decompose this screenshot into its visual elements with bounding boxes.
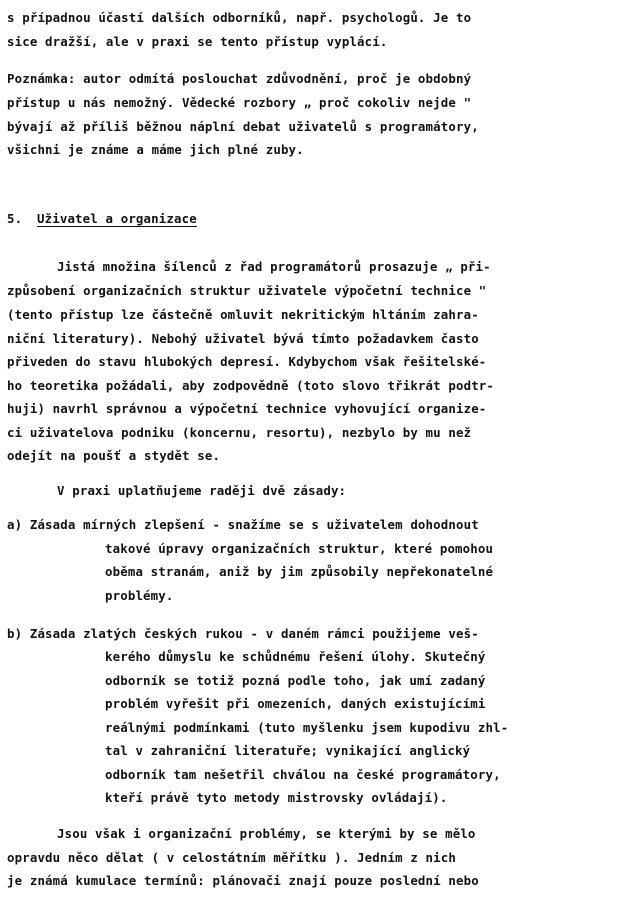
- section-heading: Uživatel a organizace: [37, 211, 197, 226]
- list-item-a: a) Zásada mírných zlepšení - snažíme se s uživatelem dohodnout: [7, 517, 479, 532]
- text-line: způsobení organizačních struktur uživatele výpočetní technice ": [7, 283, 487, 298]
- text-line: přístup u nás nemožný. Vědecké rozbory „ proč cokoliv nejde ": [7, 95, 472, 110]
- text-line: problémy.: [105, 588, 174, 603]
- text-line: takové úpravy organizačních struktur, které pomohou: [105, 541, 494, 556]
- text-line: je známá kumulace termínů: plánovači znají pouze poslední nebo: [7, 873, 479, 888]
- text-line: odborník se totiž pozná podle toho, jak umí zadaný: [105, 673, 486, 688]
- text-line: niční literatury). Nebohý uživatel bývá tímto požadavkem často: [7, 331, 479, 346]
- text-line: opravdu něco dělat ( v celostátním měřítku ). Jedním z nich: [7, 850, 456, 865]
- text-line: huji) navrhl správnou a výpočetní technice vyhovující organize-: [7, 401, 487, 416]
- text-line: (tento přístup lze částečně omluvit nekritickým hltáním zahra-: [7, 307, 479, 322]
- section-number: 5.: [7, 211, 23, 226]
- text-line: problém vyřešit při omezeních, daných existujícími: [105, 696, 486, 711]
- text-line: oběma stranám, aniž by jim způsobily nepřekonatelné: [105, 564, 494, 579]
- text-line: kerého důmyslu ke schůdnému řešení úlohy. Skutečný: [105, 649, 486, 664]
- text-line: reálnými podmínkami (tuto myšlenku jsem kupodivu zhl-: [105, 720, 509, 735]
- text-line: ci uživatelova podniku (koncernu, resortu), nezbylo by mu než: [7, 425, 472, 440]
- text-line: odejít na poušť a stydět se.: [7, 448, 221, 463]
- text-line: sice dražší, ale v praxi se tento přístup vyplácí.: [7, 34, 388, 49]
- text-line: kteří právě tyto metody mistrovsky ovládají).: [105, 790, 448, 805]
- text-line: bývají až příliš běžnou náplní debat uživatelů s programátory,: [7, 119, 479, 134]
- text-line: V praxi uplatňujeme raději dvě zásady:: [57, 483, 347, 498]
- text-line: s případnou účastí dalších odborníků, např. psychologů. Je to: [7, 10, 472, 25]
- list-item-b: b) Zásada zlatých českých rukou - v daném rámci použijeme veš-: [7, 626, 479, 641]
- text-line: přiveden do stavu hlubokých depresí. Kdybychom však řešitelské-: [7, 354, 487, 369]
- text-line: Jistá množina šílenců z řad programátorů prosazuje „ při-: [57, 259, 491, 274]
- text-line: všichni je známe a máme jich plné zuby.: [7, 142, 304, 157]
- text-line: tal v zahraniční literatuře; vynikající anglický: [105, 743, 471, 758]
- text-line: Jsou však i organizační problémy, se kterými by se mělo: [57, 826, 476, 841]
- text-line: Poznámka: autor odmítá poslouchat zdůvodnění, proč je obdobný: [7, 71, 472, 86]
- text-line: ho teoretika požádali, aby zodpovědně (toto slovo třikrát podtr-: [7, 378, 495, 393]
- text-line: odborník tam nešetřil chválou na české programátory,: [105, 767, 501, 782]
